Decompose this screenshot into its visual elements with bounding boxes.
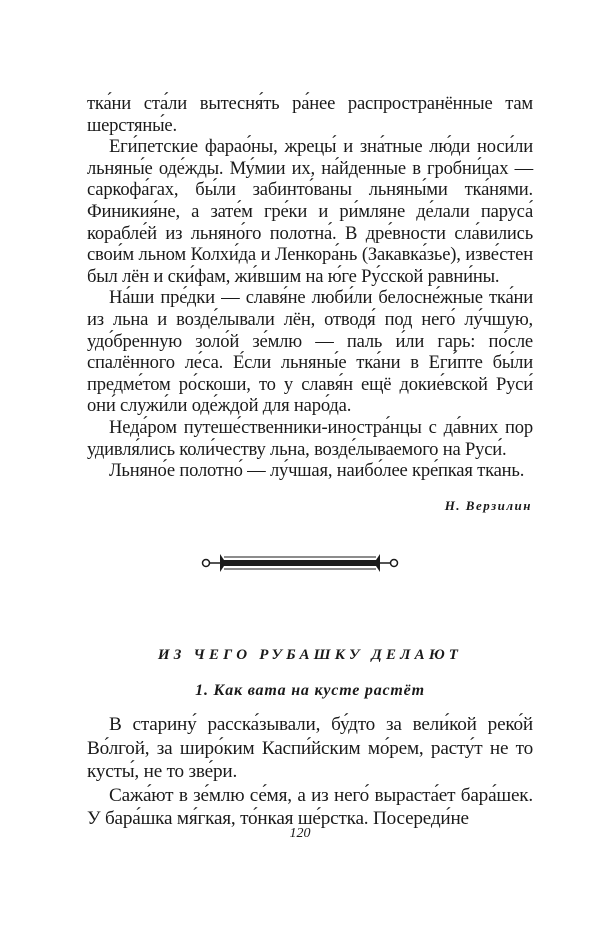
section-title: ИЗ ЧЕГО РУБАШКУ ДЕЛАЮТ [157, 647, 463, 663]
page-number: 120 [289, 826, 311, 841]
paragraph: тка́ни ста́ли вытесня́ть ра́нее распространённые там шерстяны́е. [87, 93, 533, 136]
paragraph: Неда́ром путеше́ственники-иностра́нцы с да́вних пор удивля́лись коли́честву льна, возде́лываемого на Руси́. [87, 416, 533, 460]
section-text [87, 713, 533, 831]
subsection-title: 1. Как вата на кусте растёт [195, 682, 425, 699]
paragraph: Льняно́е полотно́ — лу́чшая, наибо́лее кре́пкая ткань. [109, 460, 525, 482]
article-text [87, 93, 533, 482]
paragraph: Сажа́ют в зе́млю се́мя, а из него́ выраста́ет бара́шек. У бара́шка мя́гкая, то́нкая ше́рстка. Посереди́не [87, 784, 533, 830]
paragraph: В старину́ расска́зывали, бу́дто за вели́кой реко́й Во́лгой, за широ́ким Каспи́йским мо́рем, расту́т не то кусты́, не то зве́ри. [87, 714, 533, 783]
ornament-divider [200, 548, 400, 578]
paragraph: Еги́петские фарао́ны, жрецы́ и зна́тные лю́ди носи́ли льняны́е оде́жды. Му́мии их, на́йденные в гробни́цах — саркофа́гах, бы́ли забинто́ваны льняны́ми тка́нями. Финикия́не, а зате́м гре́ки и ри́мляне де́лали паруса́ корабле́й из льняно́го полотна́. В дре́вности сла́вились свои́м льном Колхи́да и Ленкора́нь (Закавка́зье), изве́стен был лён и ски́фам, жи́вшим на ю́ге Ру́сской равни́ны. [87, 136, 533, 287]
author-signature: Н. Верзилин [444, 498, 532, 513]
paragraph: На́ши пре́дки — славя́не люби́ли белосне́жные тка́ни из льна и возде́лывали лён, отводя́ под него́ лу́чшую, удо́бренную золо́й зе́млю — паль и́ли гарь: по́сле спалённого ле́са. Е́сли льняны́е тка́ни в Еги́пте бы́ли предме́том ро́скоши, то у славя́н ещё докие́вской Руси́ они́ служи́ли оде́ждой для наро́да. [87, 287, 533, 417]
